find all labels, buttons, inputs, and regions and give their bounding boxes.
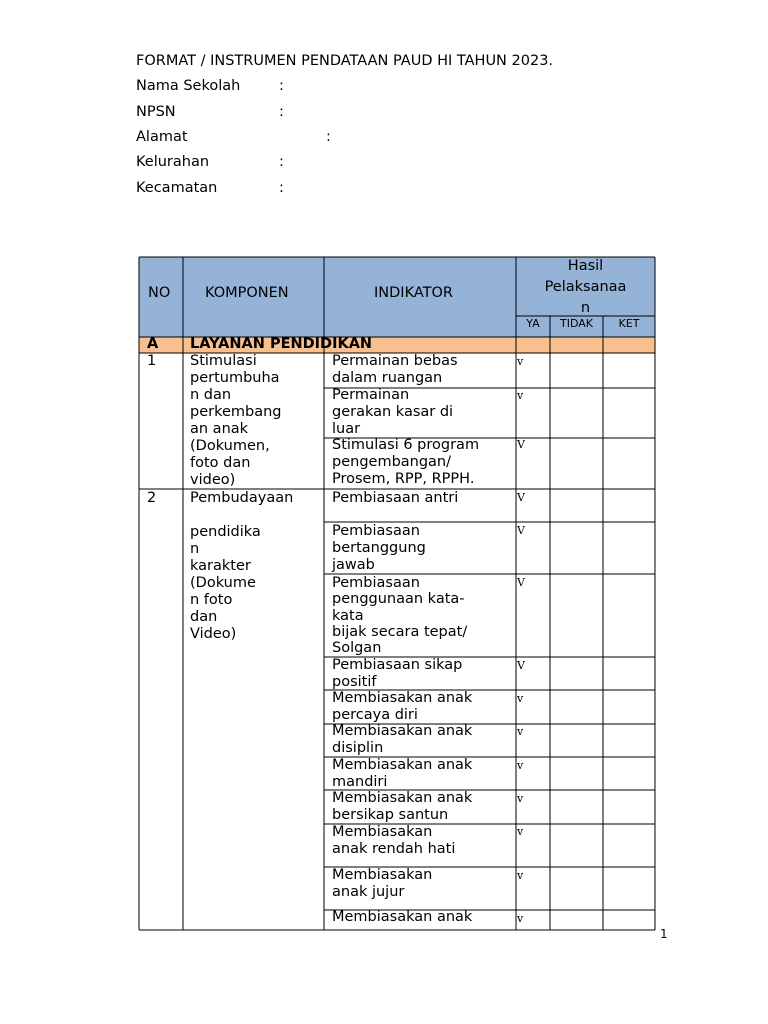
document-title: FORMAT / INSTRUMEN PENDATAAN PAUD HI TAHUN 2023. bbox=[136, 53, 554, 69]
field-label-npsn: NPSN bbox=[136, 104, 176, 120]
indikator-cell: Membiasakan anak bersikap santun bbox=[332, 790, 473, 823]
ya-check-mark: v bbox=[517, 912, 524, 925]
indikator-cell: Permainan gerakan kasar di luar bbox=[332, 387, 454, 437]
group-number: 2 bbox=[147, 490, 157, 506]
field-label-alamat: Alamat bbox=[136, 129, 188, 145]
ya-check-mark: V bbox=[517, 659, 525, 672]
indikator-cell: Stimulasi 6 program pengembangan/ Prosem, RPP, RPPH. bbox=[332, 437, 480, 487]
ya-check-mark: V bbox=[517, 576, 525, 589]
ya-check-mark: v bbox=[517, 355, 524, 368]
column-header-hasil-pelaksanaan: Hasil Pelaksanaa n bbox=[544, 258, 627, 316]
column-header-komponen: KOMPONEN bbox=[205, 285, 289, 301]
indikator-cell: Pembiasaan penggunaan kata- kata bijak secara tepat/ Solgan bbox=[332, 575, 468, 657]
indikator-cell: Pembiasaan antri bbox=[332, 490, 459, 506]
field-colon: : bbox=[279, 154, 284, 170]
indikator-cell: Membiasakan anak mandiri bbox=[332, 757, 473, 790]
ya-check-mark: v bbox=[517, 759, 524, 772]
indikator-cell: Membiasakan anak jujur bbox=[332, 867, 433, 900]
ya-check-mark: v bbox=[517, 725, 524, 738]
indikator-cell: Membiasakan anak bbox=[332, 909, 473, 925]
indikator-cell: Pembiasaan sikap positif bbox=[332, 657, 463, 690]
ya-check-mark: v bbox=[517, 825, 524, 838]
indikator-cell: Membiasakan anak disiplin bbox=[332, 723, 473, 756]
field-label-nama-sekolah: Nama Sekolah bbox=[136, 78, 241, 94]
ya-check-mark: V bbox=[517, 438, 525, 451]
field-label-kelurahan: Kelurahan bbox=[136, 154, 210, 170]
section-title: LAYANAN PENDIDIKAN bbox=[190, 336, 373, 352]
ya-check-mark: v bbox=[517, 389, 524, 402]
column-header-ya: YA bbox=[526, 317, 540, 330]
indikator-cell: Membiasakan anak percaya diri bbox=[332, 690, 473, 723]
ya-check-mark: v bbox=[517, 692, 524, 705]
ya-check-mark: v bbox=[517, 792, 524, 805]
field-colon: : bbox=[279, 104, 284, 120]
indikator-cell: Permainan bebas dalam ruangan bbox=[332, 353, 458, 386]
field-colon: : bbox=[279, 180, 284, 196]
ya-check-mark: V bbox=[517, 524, 525, 537]
page-number: 1 bbox=[660, 927, 668, 941]
group-komponen: Pembudayaan pendidika n karakter (Dokume n foto dan Video) bbox=[190, 490, 294, 642]
indikator-cell: Pembiasaan bertanggung jawab bbox=[332, 523, 426, 573]
column-header-tidak: TIDAK bbox=[560, 317, 593, 330]
section-code: A bbox=[147, 336, 159, 352]
group-komponen: Stimulasi pertumbuha n dan perkembang an anak (Dokumen, foto dan video) bbox=[190, 353, 282, 488]
ya-check-mark: v bbox=[517, 869, 524, 882]
field-colon: : bbox=[279, 78, 284, 94]
column-header-no: NO bbox=[148, 285, 171, 301]
column-header-ket: KET bbox=[618, 317, 640, 330]
ya-check-mark: V bbox=[517, 491, 525, 504]
group-number: 1 bbox=[147, 353, 157, 369]
indikator-cell: Membiasakan anak rendah hati bbox=[332, 824, 456, 857]
field-label-kecamatan: Kecamatan bbox=[136, 180, 218, 196]
column-header-indikator: INDIKATOR bbox=[374, 285, 453, 301]
field-colon: : bbox=[326, 129, 331, 145]
